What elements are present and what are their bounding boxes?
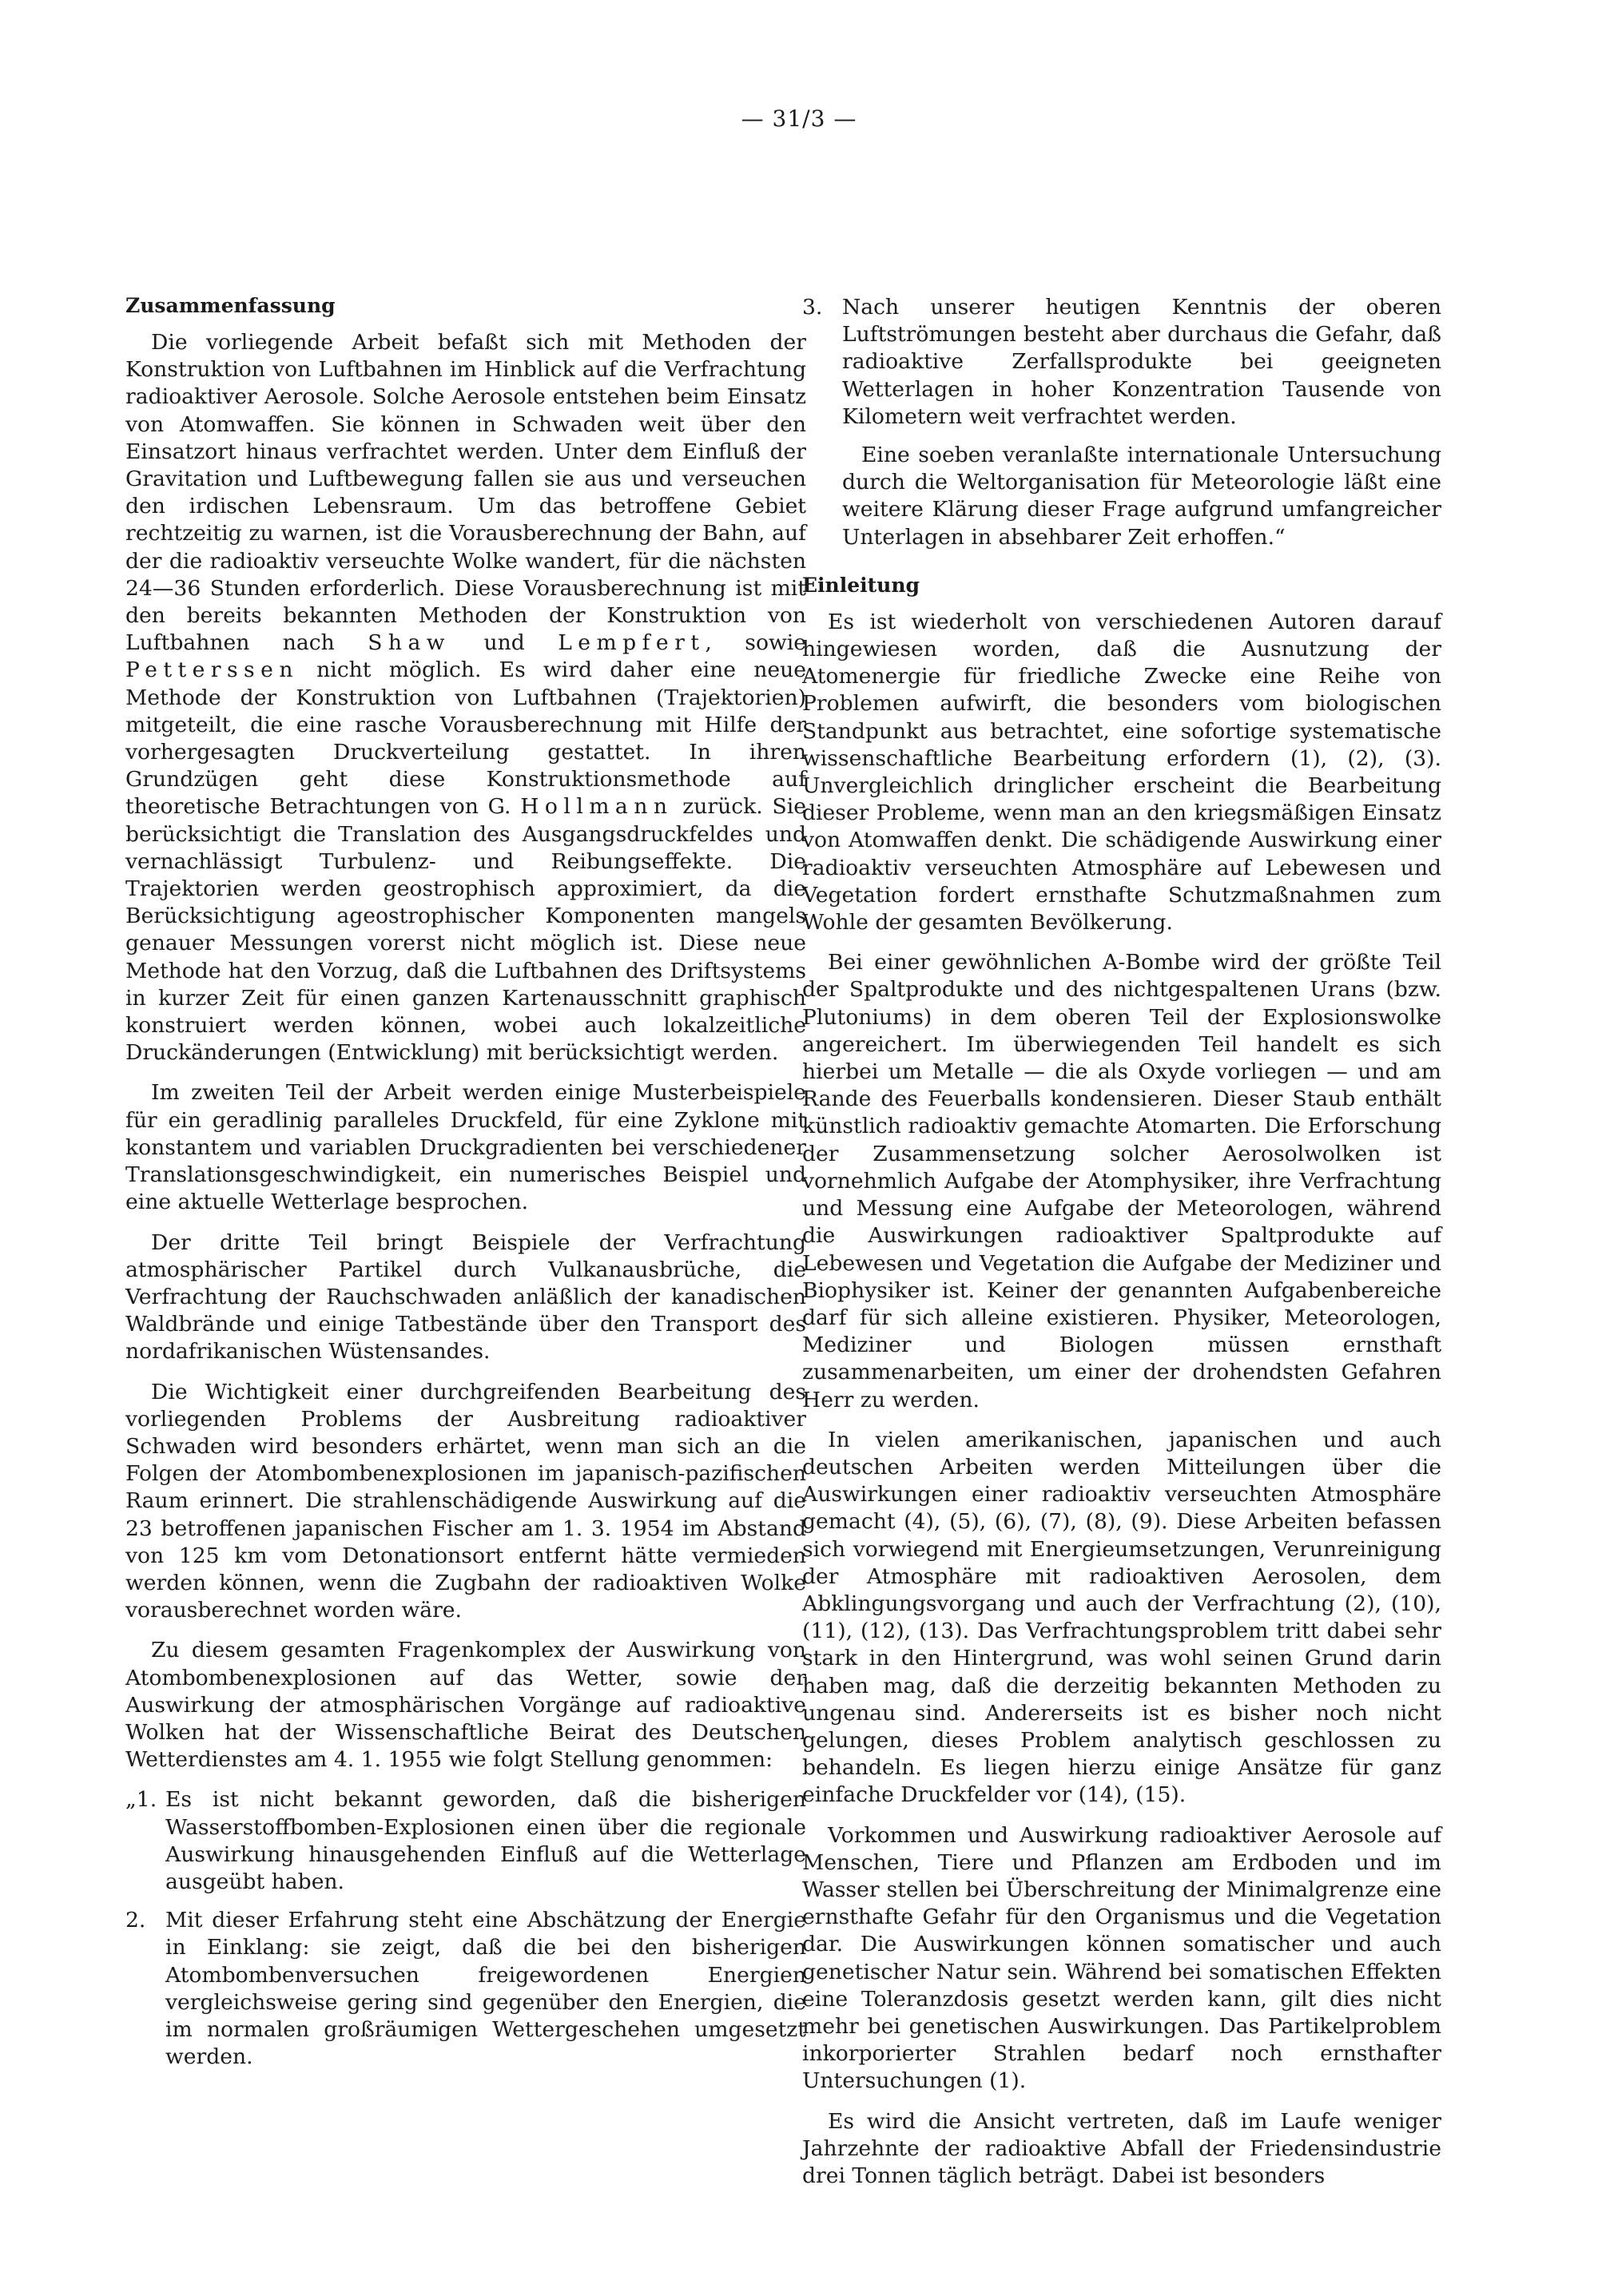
intro-paragraph-1: Es ist wiederholt von verschiedenen Autoren darauf hingewiesen worden, daß die Ausnutzung der Atomenergie für friedliche Zwecke eine Reihe von Problemen aufwirft, die besonders vom biologischen Standpunkt aus betrachtet, eine sofortige systematische wissenschaftliche Bearbeitung erfordern (1), (2), (3). Unvergleichlich dringlicher erscheint die Bearbeitung dieser Probleme, wenn man an den kriegsmäßigen Einsatz von Atomwaffen denkt. Die schädigende Auswirkung einer radioaktiv verseuchten Atmosphäre auf Lebewesen und Vegetation fordert ernsthafte Schutzmaßnahmen zum Wohle der gesamten Bevölkerung. xyxy=(802,609,1441,935)
author-lempfert: Lempfert xyxy=(558,630,706,656)
author-shaw: Shaw xyxy=(368,630,451,656)
statement-item-1 xyxy=(125,1786,806,1896)
author-petterssen: Petterssen xyxy=(125,657,299,683)
heading-introduction: Einleitung xyxy=(802,573,920,597)
item-text: Es ist nicht bekannt geworden, daß die bisherigen Wasserstoffbomben-Explosionen einen über die regionale Auswirkung hinausgehenden Einfluß auf die Wetterlage ausgeübt haben. xyxy=(165,1787,806,1894)
summary-paragraph-4: Die Wichtigkeit einer durchgreifenden Bearbeitung des vorliegenden Problems der Ausbreitung radioaktiver Schwaden wird besonders erhärtet, wenn man sich an die Folgen der Atombombenexplosionen im japanisch-pazifischen Raum erinnert. Die strahlenschädigende Auswirkung auf die 23 betroffenen japanischen Fischer am 1. 3. 1954 im Abstand von 125 km vom Detonationsort entfernt hätte vermieden werden können, wenn die Zugbahn der radioaktiven Wolke vorausberechnet worden wäre. xyxy=(125,1379,806,1623)
page-number: — 31/3 — xyxy=(741,105,857,132)
summary-paragraph-3: Der dritte Teil bringt Beispiele der Verfrachtung atmosphärischer Partikel durch Vulkanausbrüche, die Verfrachtung der Rauchschwaden anläßlich der kanadischen Waldbrände und einige Tatbestände über den Transport des nordafrikanischen Wüstensandes. xyxy=(125,1229,806,1364)
summary-paragraph-1: Die vorliegende Arbeit befaßt sich mit Methoden der Konstruktion von Luftbahnen im Hinblick auf die Verfrachtung radioaktiver Aerosole. Solche Aerosole entstehen beim Einsatz von Atomwaffen. Sie können in Schwaden weit über den Einsatzort hinaus verfrachtet werden. Unter dem Einfluß der Gravitation und Luftbewegung fallen sie aus und verseuchen den irdischen Lebensraum. Um das betroffene Gebiet rechtzeitig zu warnen, ist die Vorausberechnung der Bahn, auf der die radioaktiv verseuchte Wolke wandert, für die nächsten 24—36 Stunden erforderlich. Diese Vorausberechnung ist mit den bereits bekannten Methoden der Konstruktion von Luftbahnen nach Shaw und Lempfert, sowie Petterssen nicht möglich. Es wird daher eine neue Methode der Konstruktion von Luftbahnen (Trajektorien) mitgeteilt, die eine rasche Vorausberechnung mit Hilfe der vorhergesagten Druckverteilung gestattet. In ihren Grundzügen geht diese Konstruktionsmethode auf theoretische Betrachtungen von G. Hollmann zurück. Sie berücksichtigt die Translation des Ausgangsdruckfeldes und vernachlässigt Turbulenz- und Reibungseffekte. Die Trajektorien werden geostrophisch approximiert, da die Berücksichtigung ageostrophischer Komponenten mangels genauer Messungen vorerst nicht möglich ist. Diese neue Methode hat den Vorzug, daß die Luftbahnen des Driftsystems in kurzer Zeit für einen ganzen Kartenausschnitt graphisch konstruiert werden können, wobei auch lokalzeitliche Druckänderungen (Entwicklung) mit berücksichtigt werden. xyxy=(125,330,806,1066)
item-text: Mit dieser Erfahrung steht eine Abschätzung der Energie in Einklang: sie zeigt, daß die bei den bisherigen Atombombenversuchen freigewordenen Energien vergleichsweise gering sind gegenüber den Energien, die im normalen großräumigen Wettergeschehen umgesetzt werden. xyxy=(165,1908,806,2070)
item-number: „1. xyxy=(125,1787,157,1813)
statement-item-3 xyxy=(802,294,1441,431)
statement-item-3-continuation: Eine soeben veranlaßte internationale Untersuchung durch die Weltorganisation für Meteorologie läßt eine weitere Klärung dieser Frage aufgrund umfangreicher Unterlagen in absehbarer Zeit erhoffen.“ xyxy=(842,443,1441,550)
left-column xyxy=(125,294,806,2082)
summary-paragraph-5: Zu diesem gesamten Fragenkomplex der Auswirkung von Atombombenexplosionen auf das Wetter, sowie der Auswirkung der atmosphärischen Vorgänge auf radioaktive Wolken hat der Wissenschaftliche Beirat des Deutschen Wetterdienstes am 4. 1. 1955 wie folgt Stellung genommen: xyxy=(125,1638,806,1773)
intro-paragraph-2: Bei einer gewöhnlichen A-Bombe wird der größte Teil der Spaltprodukte und des nichtgespaltenen Urans (bzw. Plutoniums) in dem oberen Teil der Explosionswolke angereichert. Im überwiegenden Teil handelt es sich hierbei um Metalle — die als Oxyde vorliegen — und am Rande des Feuerballs kondensieren. Dieser Staub enthält künstlich radioaktiv gemachte Atomarten. Die Erforschung der Zusammensetzung solcher Aerosolwolken ist vornehmlich Aufgabe der Atomphysiker, ihre Verfrachtung und Messung eine Aufgabe der Meteorologen, während die Auswirkungen radioaktiver Spaltprodukte auf Lebewesen und Vegetation die Aufgabe der Mediziner und Biophysiker ist. Keiner der genannten Aufgabenbereiche darf für sich alleine existieren. Physiker, Meteorologen, Mediziner und Biologen müssen ernsthaft zusammenarbeiten, um einer der drohendsten Gefahren Herr zu werden. xyxy=(802,950,1441,1412)
item-text: Nach unserer heutigen Kenntnis der oberen Luftströmungen besteht aber durchaus die Gefahr, daß radioaktive Zerfallsprodukte bei geeigneten Wetterlagen in hoher Konzentration Tausende von Kilometern weit verfrachtet werden. xyxy=(842,295,1441,429)
intro-paragraph-4: Vorkommen und Auswirkung radioaktiver Aerosole auf Menschen, Tiere und Pflanzen am Erdboden und im Wasser stellen bei Überschreitung der Minimalgrenze eine ernsthafte Gefahr für den Organismus und die Vegetation dar. Die Auswirkungen können somatischer und auch genetischer Natur sein. Während bei somatischen Effekten eine Toleranzdosis gesetzt werden kann, gilt dies nicht mehr bei genetischen Auswirkungen. Das Partikelproblem inkorporierter Strahlen bedarf noch ernsthafter Untersuchungen (1). xyxy=(802,1822,1441,2094)
right-column xyxy=(802,294,1441,2203)
intro-paragraph-3: In vielen amerikanischen, japanischen und auch deutschen Arbeiten werden Mitteilungen über die Auswirkungen einer radioaktiv verseuchten Atmosphäre gemacht (4), (5), (6), (7), (8), (9). Diese Arbeiten befassen sich vorwiegend mit Energieumsetzungen, Verunreinigung der Atmosphäre mit radioaktiven Aerosolen, dem Abklingungsvorgang und auch der Verfrachtung (2), (10), (11), (12), (13). Das Verfrachtungsproblem tritt dabei sehr stark in den Hintergrund, was wohl seinen Grund darin haben mag, daß die derzeitig bekannten Methoden zu ungenau sind. Andererseits ist es bisher noch nicht gelungen, dieses Problem analytisch geschlossen zu behandeln. Es liegen hierzu einige Ansätze für ganz einfache Druckfelder vor (14), (15). xyxy=(802,1427,1441,1808)
heading-summary: Zusammenfassung xyxy=(125,294,336,317)
intro-paragraph-5: Es wird die Ansicht vertreten, daß im Laufe weniger Jahrzehnte der radioaktive Abfall der Friedensindustrie drei Tonnen täglich beträgt. Dabei ist besonders xyxy=(802,2108,1441,2188)
item-number: 3. xyxy=(802,295,823,320)
author-hollmann: Hollmann xyxy=(520,794,674,820)
item-number: 2. xyxy=(125,1908,146,1933)
summary-paragraph-2: Im zweiten Teil der Arbeit werden einige Musterbeispiele für ein geradlinig paralleles Druckfeld, für eine Zyklone mit konstantem und variablen Druckgradienten bei verschiedener Translationsgeschwindigkeit, ein numerisches Beispiel und eine aktuelle Wetterlage besprochen. xyxy=(125,1080,806,1215)
statement-item-2 xyxy=(125,1907,806,2071)
